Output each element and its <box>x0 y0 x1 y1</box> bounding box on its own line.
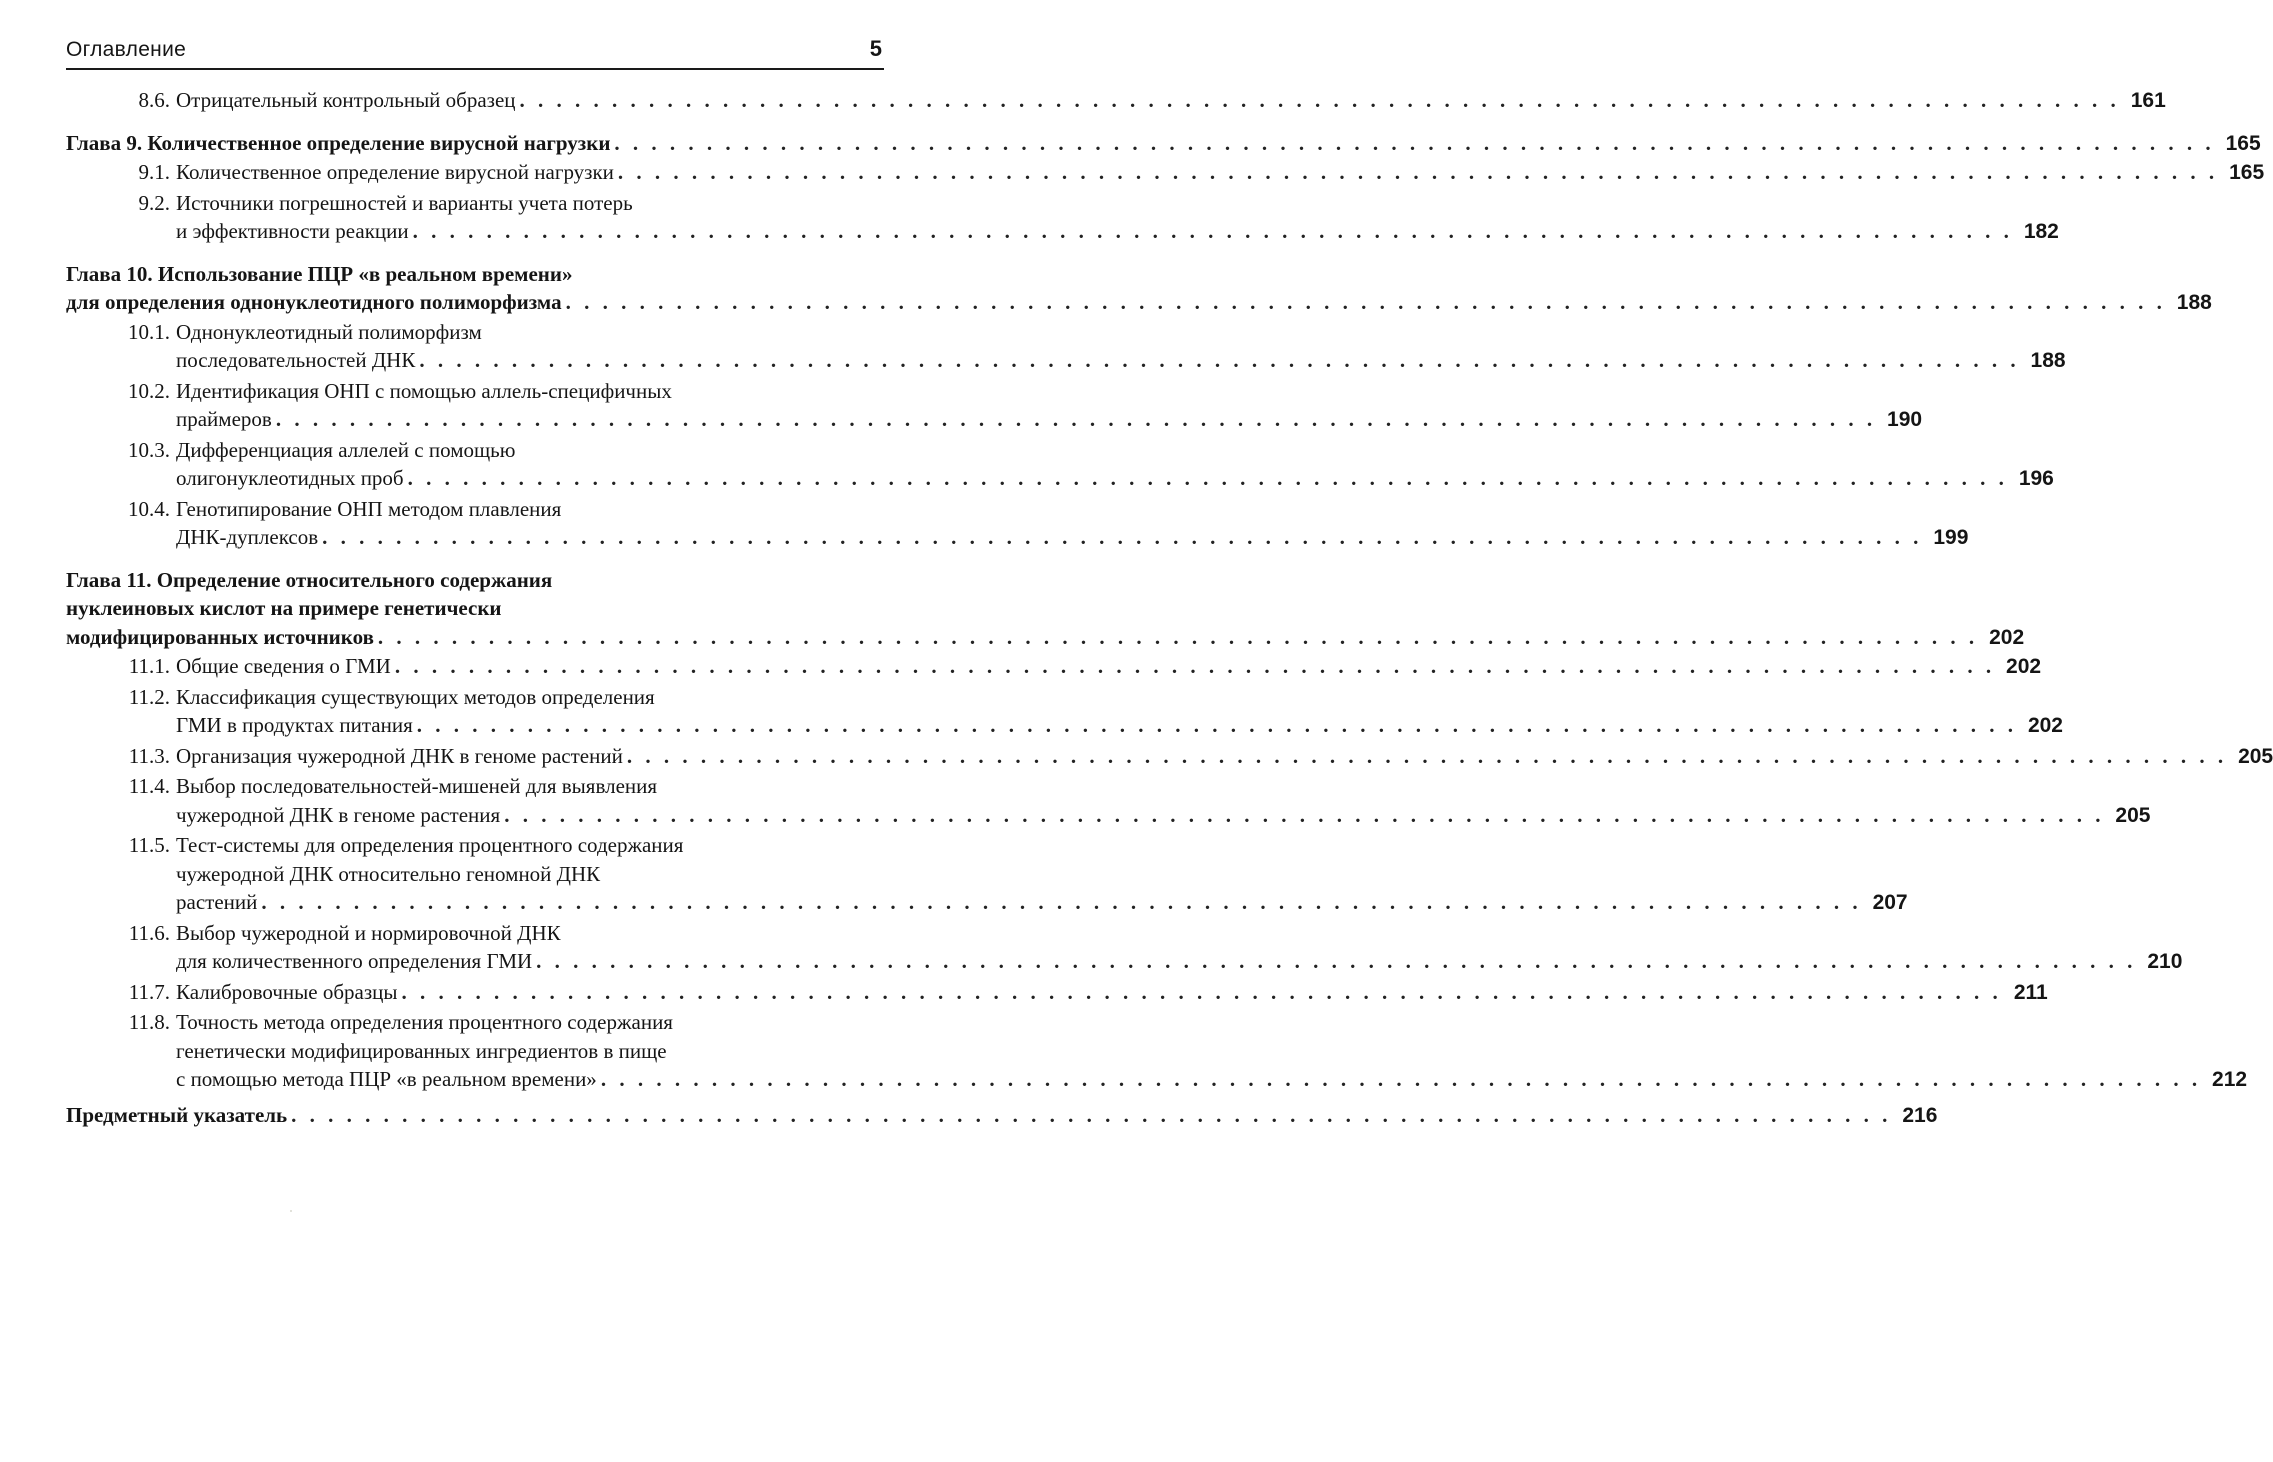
dot-leader: . . . . . . . . . . . . . . . . . . . . . . . . . . . . . . . . . . . . . . . . . . . . . . . . . . . . . . . . . . . . . . . . . . . . . . . . . . . . . . . . . . . . . . . <box>504 802 2105 827</box>
page-ref: 182 <box>2023 220 2059 243</box>
chapter-title: Глава 9. Количественное определение вирусной нагрузки <box>66 130 611 155</box>
section-title-line: олигонуклеотидных проб <box>176 466 404 490</box>
toc-entry-11-7 <box>66 978 2048 1008</box>
page-ref: 202 <box>1989 625 2025 649</box>
section-number: 11.5. <box>128 833 170 857</box>
section-title-line: Идентификация ОНП с помощью аллель-специфичных <box>176 378 672 403</box>
toc-entry-10-1 <box>66 318 2066 376</box>
toc-entry-8-6 <box>66 86 2166 116</box>
dot-leader: . . . . . . . . . . . . . . . . . . . . . . . . . . . . . . . . . . . . . . . . . . . . . . . . . . . . . . . . . . . . . . . . . . . . . . . . . . . . . . . . . . . . . . . <box>416 713 2017 737</box>
table-of-contents <box>66 86 2273 1130</box>
section-title-line: ДНК-дуплексов <box>176 525 319 549</box>
section-title-line: чужеродной ДНК в геноме растения <box>176 802 501 827</box>
toc-entry-9-2 <box>66 189 2059 247</box>
dot-leader: . . . . . . . . . . . . . . . . . . . . . . . . . . . . . . . . . . . . . . . . . . . . . . . . . . . . . . . . . . . . . . . . . . . . . . . . . . . . . . . . . . . . . . . <box>626 743 2228 768</box>
dot-leader: . . . . . . . . . . . . . . . . . . . . . . . . . . . . . . . . . . . . . . . . . . . . . . . . . . . . . . . . . . . . . . . . . . . . . . . . . . . . . . . . . . . . . . . <box>394 654 1996 678</box>
dot-leader: . . . . . . . . . . . . . . . . . . . . . . . . . . . . . . . . . . . . . . . . . . . . . . . . . . . . . . . . . . . . . . . . . . . . . . . . . . . . . . . . . . . . . . . <box>617 160 2219 184</box>
dot-leader: . . . . . . . . . . . . . . . . . . . . . . . . . . . . . . . . . . . . . . . . . . . . . . . . . . . . . . . . . . . . . . . . . . . . . . . . . . . . . . . . . . . . . . . <box>322 525 1923 549</box>
page-ref: 165 <box>2225 131 2261 155</box>
section-title-line: Однонуклеотидный полиморфизм <box>176 319 482 344</box>
section-title-line: и эффективности реакции <box>176 219 409 243</box>
section-title: Общие сведения о ГМИ <box>176 654 391 678</box>
page-ref: 210 <box>2147 950 2183 973</box>
section-title: Калибровочные образцы <box>176 979 398 1004</box>
page-ref: 202 <box>2006 655 2042 678</box>
dot-leader: . . . . . . . . . . . . . . . . . . . . . . . . . . . . . . . . . . . . . . . . . . . . . . . . . . . . . . . . . . . . . . . . . . . . . . . . . . . . . . . . . . . . . . . <box>600 1067 2202 1091</box>
toc-subject-index <box>66 1101 1938 1131</box>
chapter-title-line: для определения однонуклеотидного полиморфизма <box>66 290 562 314</box>
dot-leader: . . . . . . . . . . . . . . . . . . . . . . . . . . . . . . . . . . . . . . . . . . . . . . . . . . . . . . . . . . . . . . . . . . . . . . . . . . . . . . . . . . . . . . . <box>536 949 2137 973</box>
toc-entry-11-4 <box>66 772 2151 830</box>
section-title-line: с помощью метода ПЦР «в реальном времени» <box>176 1067 597 1091</box>
toc-entry-11-3 <box>66 742 2273 772</box>
section-title-line: генетически модифицированных ингредиентов в пище <box>176 1038 667 1063</box>
scan-speck <box>290 1210 292 1212</box>
chapter-title-line: Глава 11. Определение относительного содержания <box>66 567 553 592</box>
section-number: 11.4. <box>128 774 170 798</box>
page-ref: 199 <box>1933 526 1969 549</box>
running-head-title: Оглавление <box>66 38 187 61</box>
section-title-line: Точность метода определения процентного содержания <box>176 1010 673 1034</box>
dot-leader: . . . . . . . . . . . . . . . . . . . . . . . . . . . . . . . . . . . . . . . . . . . . . . . . . . . . . . . . . . . . . . . . . . . . . . . . . . . . . . . . . . . . . . . <box>407 466 2008 490</box>
page-ref: 188 <box>2030 349 2066 372</box>
toc-chapter-10 <box>66 260 2212 318</box>
dot-leader: . . . . . . . . . . . . . . . . . . . . . . . . . . . . . . . . . . . . . . . . . . . . . . . . . . . . . . . . . . . . . . . . . . . . . . . . . . . . . . . . . . . . . . . <box>614 130 2215 155</box>
toc-entry-11-8 <box>66 1008 2248 1095</box>
section-number: 10.3. <box>128 437 170 462</box>
page-ref: 211 <box>2013 980 2048 1004</box>
page-ref: 216 <box>1902 1103 1938 1127</box>
section-title-line: ГМИ в продуктах питания <box>176 713 413 737</box>
chapter-title-line: нуклеиновых кислот на примере генетически <box>66 596 502 620</box>
section-number: 10.2. <box>128 378 170 403</box>
section-title-line: чужеродной ДНК относительно геномной ДНК <box>176 861 601 886</box>
section-title-line: последовательностей ДНК <box>176 348 416 372</box>
chapter-title-line: Глава 10. Использование ПЦР «в реальном времени» <box>66 261 573 286</box>
toc-entry-11-1 <box>66 652 2042 682</box>
toc-entry-10-4 <box>66 495 1969 553</box>
section-title: Организация чужеродной ДНК в геноме растений <box>176 743 623 768</box>
section-number: 11.8. <box>128 1010 170 1034</box>
section-number: 9.1. <box>138 160 170 184</box>
section-number: 11.1. <box>128 654 170 678</box>
page-ref: 188 <box>2176 291 2212 314</box>
toc-entry-10-3 <box>66 436 2054 494</box>
section-title: Количественное определение вирусной нагрузки <box>176 160 614 184</box>
page-number: 5 <box>869 36 882 61</box>
section-title-line: Выбор чужеродной и нормировочной ДНК <box>176 920 561 945</box>
page-ref: 196 <box>2018 467 2054 490</box>
dot-leader: . . . . . . . . . . . . . . . . . . . . . . . . . . . . . . . . . . . . . . . . . . . . . . . . . . . . . . . . . . . . . . . . . . . . . . . . . . . . . . . . . . . . . . . <box>261 890 1862 914</box>
toc-entry-9-1 <box>66 158 2265 188</box>
dot-leader: . . . . . . . . . . . . . . . . . . . . . . . . . . . . . . . . . . . . . . . . . . . . . . . . . . . . . . . . . . . . . . . . . . . . . . . . . . . . . . . . . . . . . . . <box>519 88 2120 112</box>
section-title-line: праймеров <box>176 407 272 431</box>
page-ref: 205 <box>2238 744 2273 768</box>
section-title-line: Генотипирование ОНП методом плавления <box>176 496 562 521</box>
dot-leader: . . . . . . . . . . . . . . . . . . . . . . . . . . . . . . . . . . . . . . . . . . . . . . . . . . . . . . . . . . . . . . . . . . . . . . . . . . . . . . . . . . . . . . . <box>401 979 2002 1004</box>
dot-leader: . . . . . . . . . . . . . . . . . . . . . . . . . . . . . . . . . . . . . . . . . . . . . . . . . . . . . . . . . . . . . . . . . . . . . . . . . . . . . . . . . . . . . . . <box>565 290 2166 314</box>
section-title-line: Источники погрешностей и варианты учета потерь <box>176 190 633 215</box>
toc-entry-11-2 <box>66 683 2063 741</box>
toc-entry-11-6 <box>66 919 2183 977</box>
chapter-title-line: модифицированных источников <box>66 624 374 649</box>
page-ref: 205 <box>2115 803 2151 827</box>
page-ref: 161 <box>2130 89 2166 112</box>
dot-leader: . . . . . . . . . . . . . . . . . . . . . . . . . . . . . . . . . . . . . . . . . . . . . . . . . . . . . . . . . . . . . . . . . . . . . . . . . . . . . . . . . . . . . . . <box>419 348 2020 372</box>
page-ref: 212 <box>2212 1068 2248 1091</box>
section-title-line: Тест-системы для определения процентного содержания <box>176 833 684 857</box>
section-title-line: Дифференциация аллелей с помощью <box>176 437 516 462</box>
toc-entry-11-5 <box>66 831 1908 918</box>
dot-leader: . . . . . . . . . . . . . . . . . . . . . . . . . . . . . . . . . . . . . . . . . . . . . . . . . . . . . . . . . . . . . . . . . . . . . . . . . . . . . . . . . . . . . . . <box>275 407 1877 431</box>
section-title: Отрицательный контрольный образец <box>176 88 516 112</box>
toc-chapter-9 <box>66 129 2261 159</box>
page-ref: 207 <box>1872 891 1908 914</box>
section-number: 9.2. <box>138 190 170 215</box>
dot-leader: . . . . . . . . . . . . . . . . . . . . . . . . . . . . . . . . . . . . . . . . . . . . . . . . . . . . . . . . . . . . . . . . . . . . . . . . . . . . . . . . . . . . . . . <box>412 219 2013 243</box>
dot-leader: . . . . . . . . . . . . . . . . . . . . . . . . . . . . . . . . . . . . . . . . . . . . . . . . . . . . . . . . . . . . . . . . . . . . . . . . . . . . . . . . . . . . . . . <box>291 1102 1892 1127</box>
section-number: 11.7. <box>128 979 170 1004</box>
page-ref: 165 <box>2229 161 2265 184</box>
section-title-line: Выбор последовательностей-мишеней для выявления <box>176 774 658 798</box>
section-title-line: для количественного определения ГМИ <box>176 949 533 973</box>
section-title-line: Классификация существующих методов определения <box>176 684 655 709</box>
running-head <box>66 28 884 70</box>
page-ref: 190 <box>1887 408 1923 431</box>
toc-chapter-11 <box>66 566 2025 653</box>
section-number: 11.3. <box>128 743 170 768</box>
section-title-line: растений <box>176 890 258 914</box>
index-title: Предметный указатель <box>66 1102 288 1127</box>
section-number: 10.1. <box>128 319 170 344</box>
toc-entry-10-2 <box>66 377 1923 435</box>
page-ref: 202 <box>2027 714 2063 737</box>
dot-leader: . . . . . . . . . . . . . . . . . . . . . . . . . . . . . . . . . . . . . . . . . . . . . . . . . . . . . . . . . . . . . . . . . . . . . . . . . . . . . . . . . . . . . . . <box>377 624 1979 649</box>
section-number: 10.4. <box>128 496 170 521</box>
section-number: 8.6. <box>138 88 170 112</box>
section-number: 11.6. <box>128 920 170 945</box>
section-number: 11.2. <box>128 684 170 709</box>
